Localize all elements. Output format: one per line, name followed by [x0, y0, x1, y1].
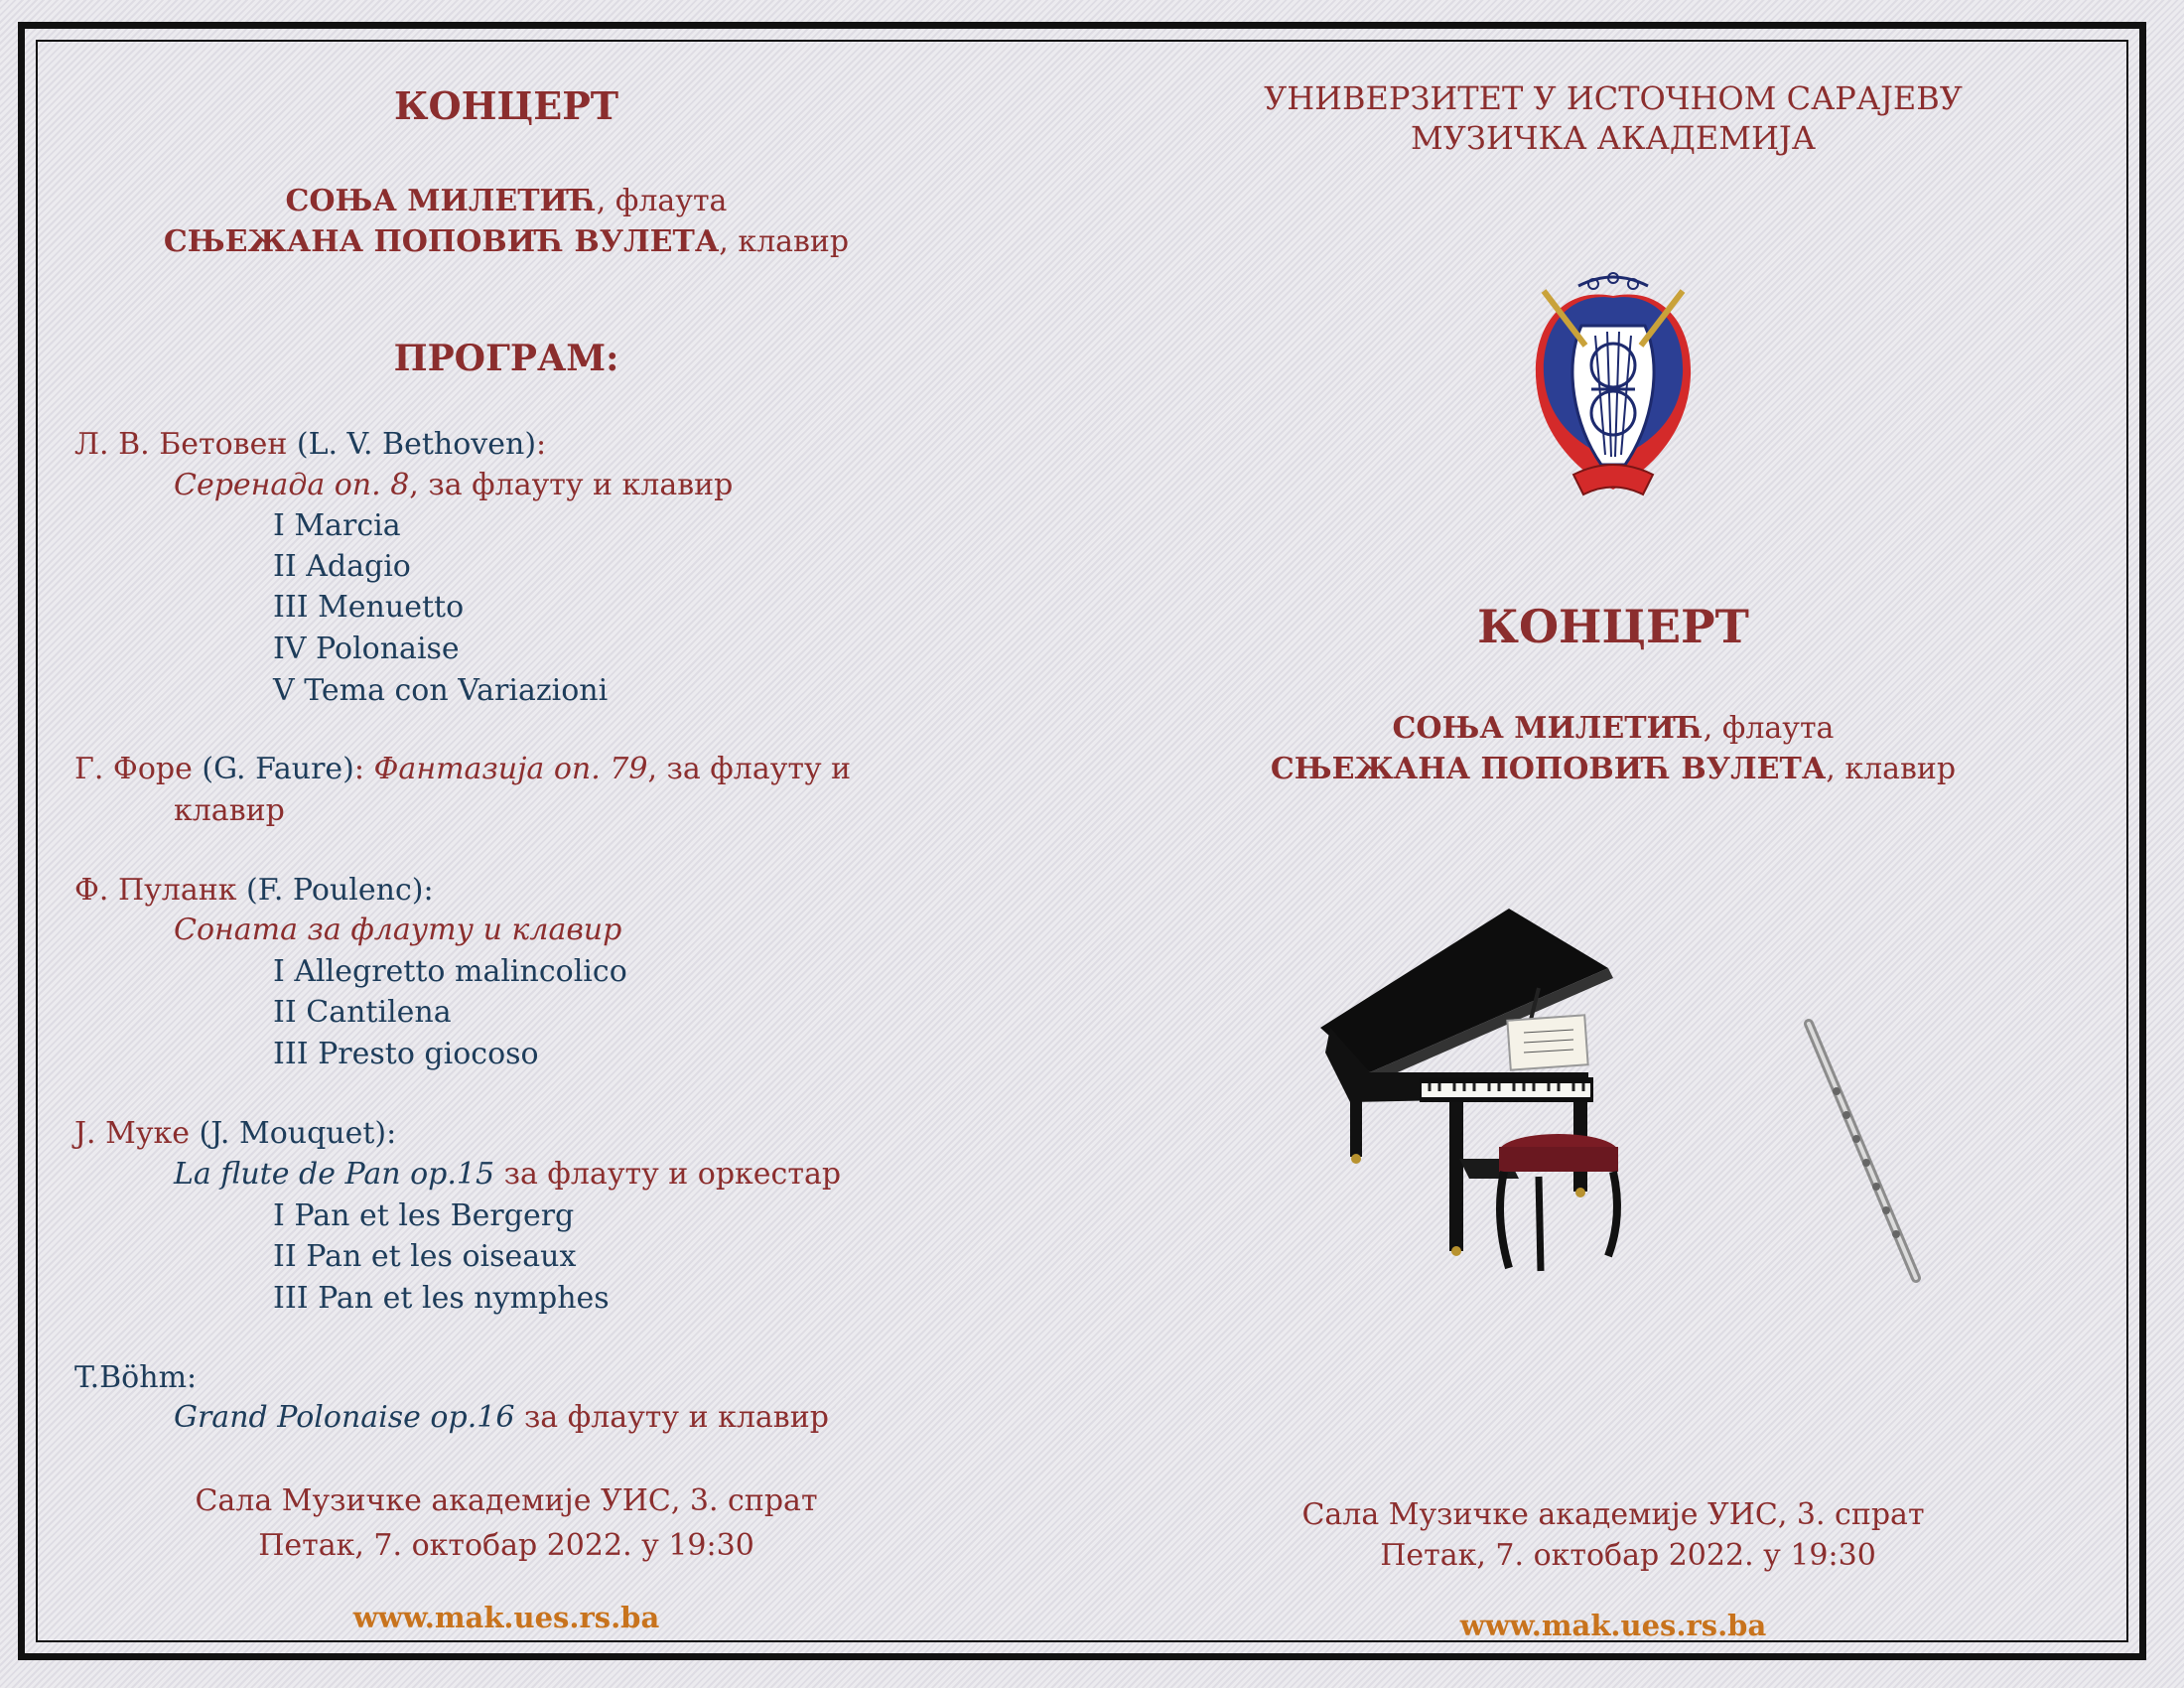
composer-colon: :	[536, 427, 547, 462]
work-suffix-continued: клавир	[174, 793, 285, 828]
performer-name: СЊЕЖАНА ПОПОВИЋ ВУЛЕТА	[163, 224, 720, 259]
right-website-link[interactable]: www.mak.ues.rs.ba	[1459, 1609, 1767, 1642]
movement: II Pan et les oiseaux	[273, 1239, 577, 1274]
work-flute-de-pan	[174, 1155, 841, 1195]
composer-bohm: T.Böhm:	[74, 1360, 198, 1395]
work-suffix: за флауту и клавир	[514, 1400, 829, 1435]
composer-poulenc	[74, 871, 434, 911]
movement: IV Polonaise	[273, 632, 460, 666]
movement: III Menuetto	[273, 590, 465, 625]
work-suffix: , за флауту и	[647, 752, 852, 786]
right-performer-1	[1216, 711, 2010, 746]
movement: III Presto giocoso	[273, 1037, 539, 1071]
movement: I Marcia	[273, 508, 401, 543]
performer-role: , флаута	[596, 184, 728, 218]
program-heading: ПРОГРАМ:	[393, 338, 619, 379]
work-suffix: , за флауту и клавир	[409, 468, 734, 502]
left-venue: Сала Музичке академије УИС, 3. спрат	[195, 1483, 818, 1518]
flute	[1797, 1018, 1926, 1286]
right-performer-2	[1216, 752, 2010, 786]
right-date: Петак, 7. октобар 2022. у 19:30	[1380, 1538, 1876, 1573]
left-date: Петак, 7. октобар 2022. у 19:30	[258, 1528, 754, 1563]
composer-beethoven	[74, 425, 546, 465]
work-title: La flute de Pan op.15	[174, 1157, 495, 1192]
work-sonata: Соната за флауту и клавир	[174, 913, 622, 947]
performer-role: , клавир	[1826, 752, 1957, 786]
work-suffix: за флауту и оркестар	[494, 1157, 842, 1192]
performer-name: СОЊА МИЛЕТИЋ	[285, 184, 597, 218]
composer-name: Л. В. Бетовен	[74, 427, 297, 462]
work-title: Серенада оп. 8	[174, 468, 410, 502]
music-academy-lyre-crest-icon	[1524, 266, 1703, 508]
movement: II Cantilena	[273, 995, 452, 1030]
grand-piano-with-bench	[1310, 899, 1688, 1276]
composer-name-latin: (L. V. Bethoven)	[296, 427, 537, 462]
movement: II Adagio	[273, 549, 411, 584]
movement: III Pan et les nymphes	[273, 1281, 610, 1316]
composer-name: Г. Форе	[74, 752, 203, 786]
university-name: УНИВЕРЗИТЕТ У ИСТОЧНОМ САРАЈЕВУ	[1264, 79, 1963, 117]
left-title: КОНЦЕРТ	[393, 83, 619, 128]
composer-name: Ј. Муке	[74, 1116, 200, 1151]
composer-name-latin: (J. Mouquet):	[199, 1116, 397, 1151]
work-title: Фантазија оп. 79	[373, 752, 648, 786]
work-serenade	[174, 466, 733, 505]
performer-name: СЊЕЖАНА ПОПОВИЋ ВУЛЕТА	[1270, 752, 1827, 786]
movement: I Allegretto malincolico	[273, 954, 627, 989]
movement: V Tema con Variazioni	[273, 673, 609, 708]
left-website-link[interactable]: www.mak.ues.rs.ba	[352, 1601, 660, 1634]
composer-name: Ф. Пуланк	[74, 873, 247, 908]
academy-name: МУЗИЧКА АКАДЕМИЈА	[1411, 119, 1816, 157]
composer-mouquet	[74, 1114, 396, 1154]
left-performer-2	[109, 224, 903, 259]
movement: I Pan et les Bergerg	[273, 1198, 575, 1233]
composer-colon: :	[353, 752, 374, 786]
composer-faure	[74, 750, 851, 789]
performer-name: СОЊА МИЛЕТИЋ	[1392, 711, 1704, 746]
left-performer-1	[109, 184, 903, 218]
right-title: КОНЦЕРТ	[1477, 600, 1749, 653]
work-title: Grand Polonaise op.16	[174, 1400, 515, 1435]
right-venue: Сала Музичке академије УИС, 3. спрат	[1301, 1497, 1925, 1532]
composer-name-latin: (G. Faure)	[202, 752, 354, 786]
performer-role: , флаута	[1703, 711, 1835, 746]
performer-role: , клавир	[719, 224, 850, 259]
composer-name-latin: (F. Poulenc):	[246, 873, 434, 908]
work-grand-polonaise	[174, 1398, 829, 1438]
